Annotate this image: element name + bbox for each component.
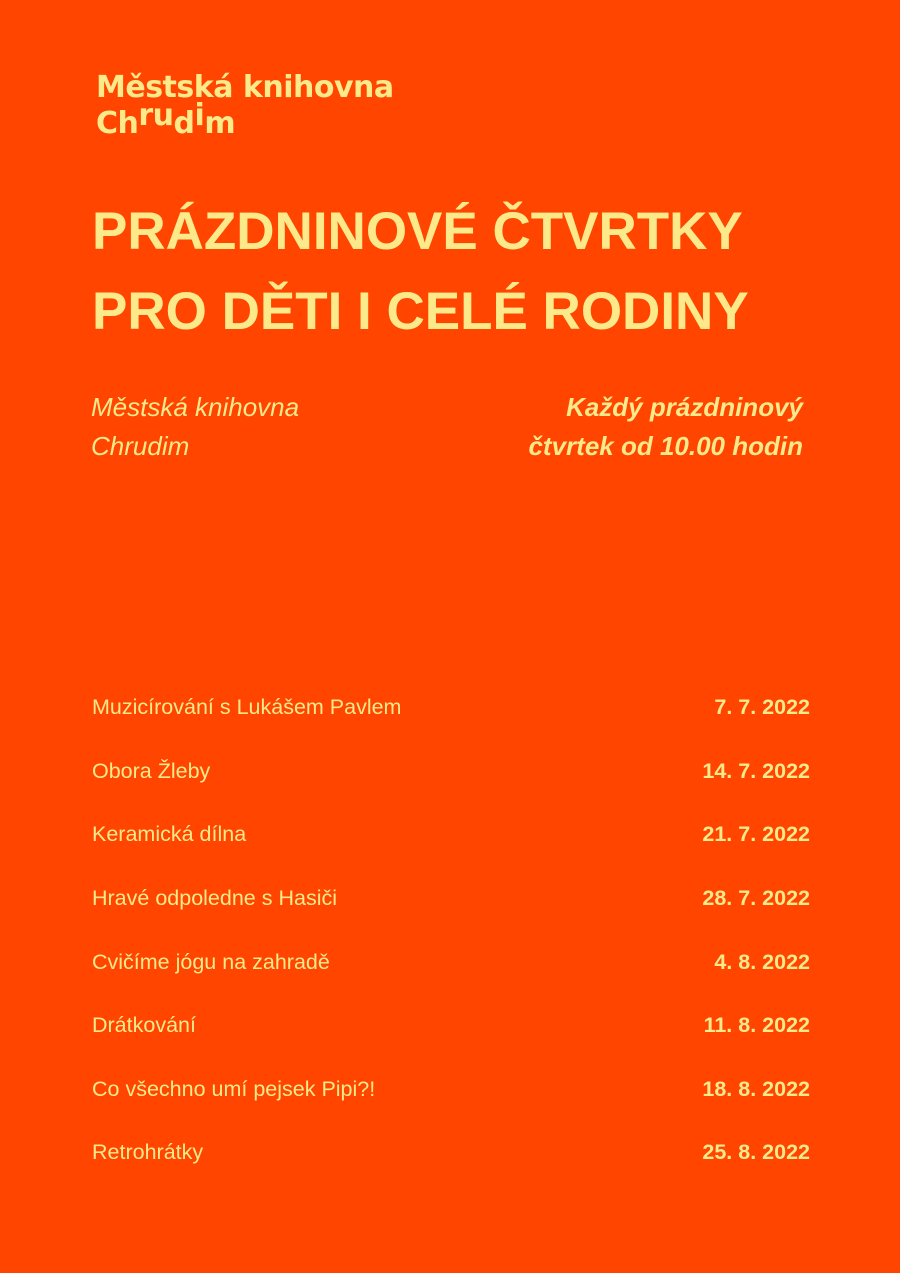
logo-line-2: Chrudim	[96, 98, 236, 141]
list-item	[92, 1121, 810, 1185]
page-title	[92, 192, 812, 352]
logo-line-1: Městská knihovna	[96, 70, 394, 105]
event-date: 28. 7. 2022	[702, 886, 810, 911]
event-date: 21. 7. 2022	[702, 822, 810, 847]
event-name: Obora Žleby	[92, 758, 211, 783]
time-line-2: čtvrtek od 10.00 hodin	[528, 431, 803, 461]
event-name: Muzicírování s Lukášem Pavlem	[92, 695, 402, 720]
event-name: Drátkování	[92, 1013, 196, 1038]
list-item	[92, 803, 810, 867]
event-name: Cvičíme jógu na zahradě	[92, 949, 330, 974]
library-logo	[96, 70, 394, 142]
venue-line-2: Chrudim	[91, 431, 190, 461]
event-date: 11. 8. 2022	[703, 1013, 810, 1038]
event-name: Keramická dílna	[92, 822, 247, 847]
list-item	[92, 676, 810, 740]
venue-line-1: Městská knihovna	[91, 392, 300, 422]
event-date: 18. 8. 2022	[702, 1076, 810, 1101]
title-line-1: PRÁZDNINOVÉ ČTVRTKY	[92, 202, 743, 261]
list-item	[92, 930, 810, 994]
list-item	[92, 867, 810, 931]
time-line-1: Každý prázdninový	[566, 392, 803, 422]
event-name: Hravé odpoledne s Hasiči	[92, 886, 337, 911]
list-item	[92, 1058, 810, 1122]
title-line-2: PRO DĚTI I CELÉ RODINY	[92, 282, 749, 341]
list-item	[92, 740, 810, 804]
list-item	[92, 994, 810, 1058]
event-date: 4. 8. 2022	[714, 949, 810, 974]
schedule-time-info	[528, 388, 803, 466]
event-schedule	[92, 676, 810, 1185]
event-date: 7. 7. 2022	[714, 695, 810, 720]
event-name: Retrohrátky	[92, 1140, 204, 1165]
event-date: 14. 7. 2022	[702, 758, 810, 783]
venue-info	[91, 388, 299, 466]
event-name: Co všechno umí pejsek Pipi?!	[92, 1076, 376, 1101]
event-date: 25. 8. 2022	[702, 1140, 810, 1165]
